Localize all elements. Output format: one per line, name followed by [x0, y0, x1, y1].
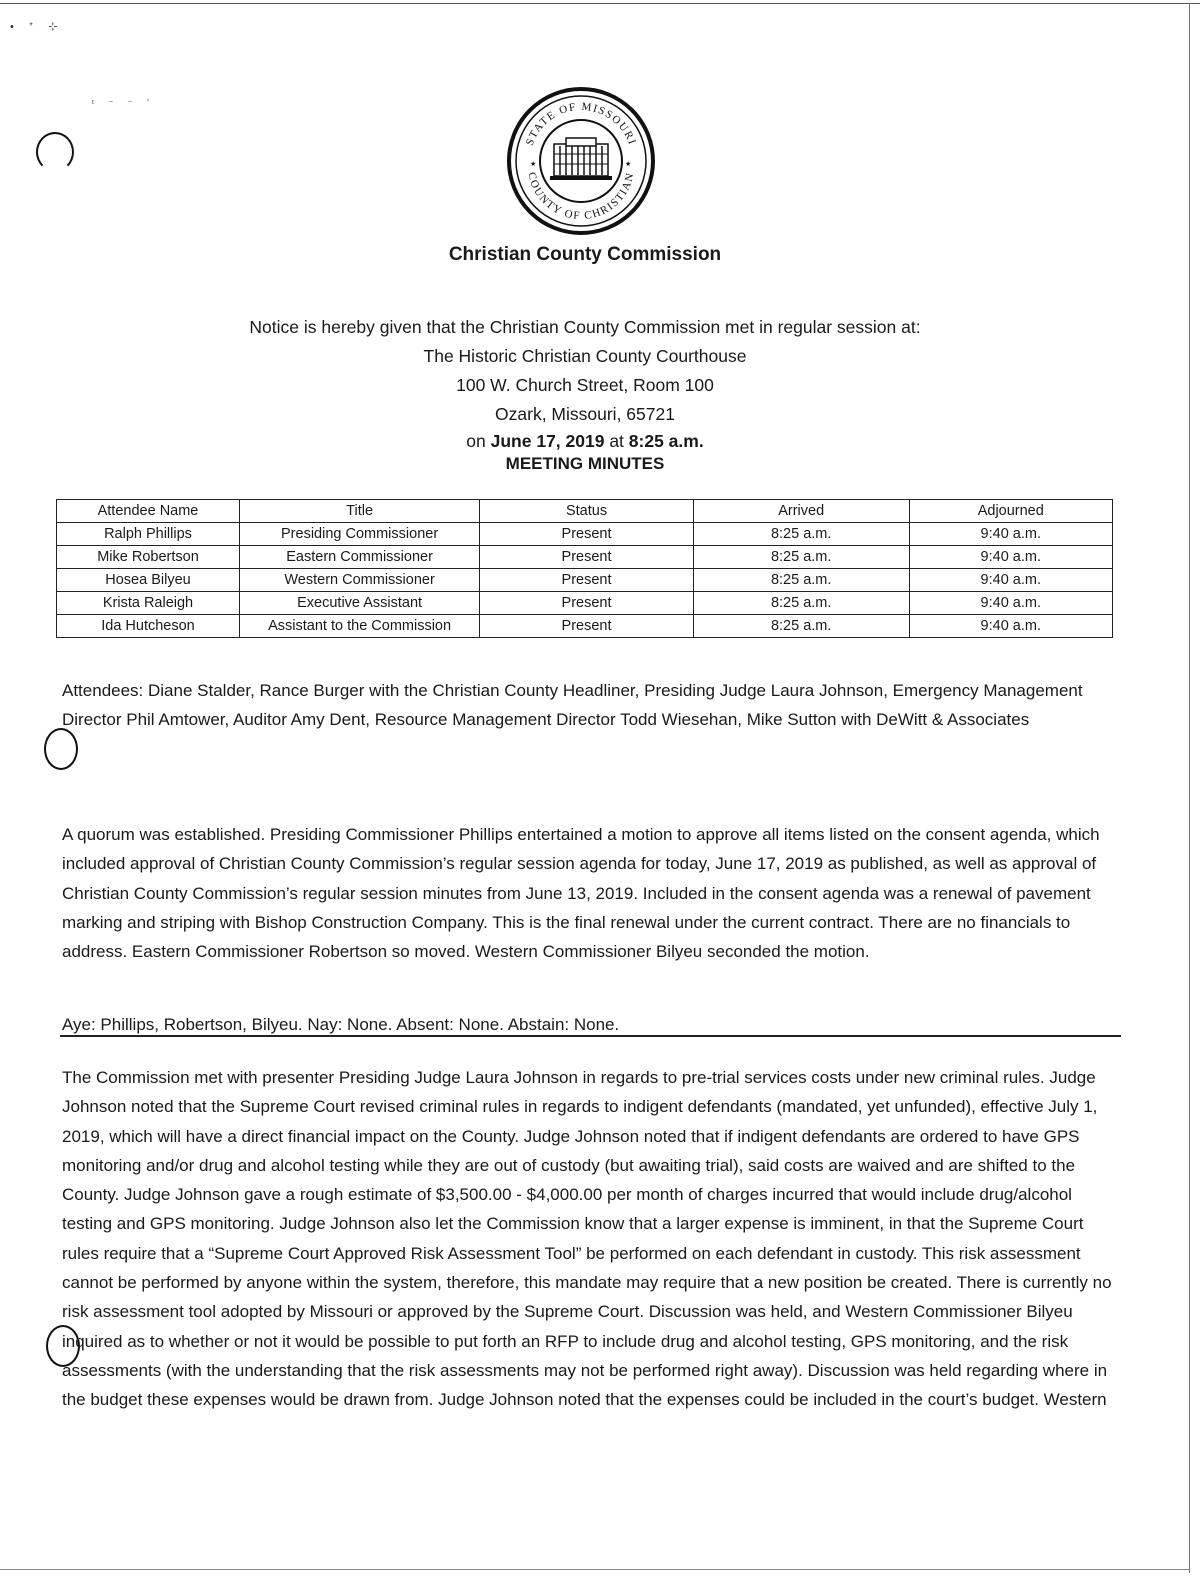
- document-title: Christian County Commission: [448, 244, 722, 265]
- table-cell: Present: [480, 569, 694, 592]
- column-header: Title: [239, 500, 479, 523]
- seal-star-icon: ★: [530, 161, 537, 168]
- table-cell: Present: [480, 523, 694, 546]
- table-cell: Present: [480, 546, 694, 569]
- table-row: [57, 523, 1113, 546]
- table-cell: Ralph Phillips: [57, 523, 240, 546]
- table-cell: 8:25 a.m.: [693, 592, 909, 615]
- column-header: Adjourned: [909, 500, 1112, 523]
- meeting-date-line: [0, 427, 1170, 456]
- table-cell: 8:25 a.m.: [693, 615, 909, 638]
- notice-line: Ozark, Missouri, 65721: [495, 404, 675, 424]
- table-cell: Assistant to the Commission: [239, 615, 479, 638]
- seal-star-icon: ★: [625, 161, 632, 168]
- scan-speck: ᵗ ⁻ ⁻ ʼ: [92, 98, 155, 108]
- notice-line: Notice is hereby given that the Christian County Commission met in regular session at:: [249, 317, 921, 337]
- table-row: [57, 615, 1113, 638]
- table-cell: Krista Raleigh: [57, 592, 240, 615]
- vote-line: Aye: Phillips, Robertson, Bilyeu. Nay: None. Absent: None. Abstain: None.: [62, 1015, 620, 1034]
- scan-edge-top: [0, 3, 1200, 4]
- pretrial-services-paragraph: The Commission met with presenter Presiding Judge Laura Johnson in regards to pre-trial services costs under new criminal rules. Judge Johnson noted that the Supreme Court revised criminal rules in regards to indigent defendants (mandated, yet unfunded), effective July 1, 2019, which will have a direct financial impact on the County. Judge Johnson noted that if indigent defendants are ordered to have GPS monitoring and/or drug and alcohol testing while they are out of custody (but awaiting trial), said costs are waived and are shifted to the County. Judge Johnson gave a rough estimate of $3,500.00 - $4,000.00 per month of charges incurred that would include drug/alcohol testing and GPS monitoring. Judge Johnson also let the Commission know that a larger expense is imminent, in that the Supreme Court rules require that a “Supreme Court Approved Risk Assessment Tool” be performed on each defendant in custody. This risk assessment cannot be performed by anyone within the system, therefore, this mandate may require that a new position be created. There is currently no risk assessment tool adopted by Missouri or approved by the Supreme Court. Discussion was held, and Western Commissioner Bilyeu inquired as to whether or not it would be possible to put forth an RFP to include drug and alcohol testing, GPS monitoring, and the risk assessments (with the understanding that the risk assessments may not be performed right away). Discussion was held regarding where in the budget these expenses would be drawn from. Judge Johnson noted that the expenses could be included in the court’s budget. Western: [62, 1068, 1112, 1410]
- meeting-date: June 17, 2019: [490, 431, 605, 451]
- table-cell: Western Commissioner: [239, 569, 479, 592]
- attendees-paragraph: Attendees: Diane Stalder, Rance Burger with the Christian County Headliner, Presiding Judge Laura Johnson, Emergency Management Director Phil Amtower, Auditor Amy Dent, Resource Management Director Todd Wiesehan, Mike Sutton with DeWitt & Associates: [62, 681, 1083, 730]
- column-header: Attendee Name: [57, 500, 240, 523]
- table-cell: Hosea Bilyeu: [57, 569, 240, 592]
- table-cell: 9:40 a.m.: [909, 569, 1112, 592]
- table-cell: 9:40 a.m.: [909, 592, 1112, 615]
- table-cell: 8:25 a.m.: [693, 569, 909, 592]
- table-cell: Present: [480, 592, 694, 615]
- table-cell: 9:40 a.m.: [909, 615, 1112, 638]
- section-divider: [60, 1035, 1121, 1037]
- notice-line: 100 W. Church Street, Room 100: [456, 375, 714, 395]
- table-cell: Executive Assistant: [239, 592, 479, 615]
- table-row: [57, 569, 1113, 592]
- column-header: Arrived: [693, 500, 909, 523]
- table-cell: 9:40 a.m.: [909, 546, 1112, 569]
- date-prefix: on: [466, 431, 491, 451]
- table-header-row: [57, 500, 1113, 523]
- notice-line: The Historic Christian County Courthouse: [423, 346, 747, 366]
- punch-hole-mark: [36, 132, 74, 172]
- meeting-minutes-heading: MEETING MINUTES: [505, 454, 665, 473]
- table-cell: Present: [480, 615, 694, 638]
- table-cell: 9:40 a.m.: [909, 523, 1112, 546]
- table-cell: 8:25 a.m.: [693, 546, 909, 569]
- column-header: Status: [480, 500, 694, 523]
- courthouse-icon: [550, 138, 612, 180]
- scan-edge-right: [1189, 3, 1190, 1573]
- meeting-time: 8:25 a.m.: [628, 431, 704, 451]
- scan-edge-bottom: [0, 1569, 1190, 1570]
- table-cell: Mike Robertson: [57, 546, 240, 569]
- quorum-paragraph: A quorum was established. Presiding Commissioner Phillips entertained a motion to approve all items listed on the consent agenda, which included approval of Christian County Commission’s regular session agenda for today, June 17, 2019 as published, as well as approval of Christian County Commission’s regular session minutes from June 13, 2019. Included in the consent agenda was a renewal of pavement marking and striping with Bishop Construction Company. This is the final renewal under the current contract. There are no financials to address. Eastern Commissioner Robertson so moved. Western Commissioner Bilyeu seconded the motion.: [62, 825, 1100, 962]
- table-cell: Presiding Commissioner: [239, 523, 479, 546]
- table-row: [57, 592, 1113, 615]
- table-row: [57, 546, 1113, 569]
- table-cell: Eastern Commissioner: [239, 546, 479, 569]
- scan-speck: • ᐩ ⊹: [10, 21, 64, 33]
- county-seal: [506, 86, 656, 236]
- table-cell: 8:25 a.m.: [693, 523, 909, 546]
- date-middle: at: [604, 431, 629, 451]
- table-cell: Ida Hutcheson: [57, 615, 240, 638]
- attendance-table: [56, 499, 1113, 638]
- seal-text-bottom: COUNTY OF CHRISTIAN: [525, 170, 637, 223]
- seal-text-top: STATE OF MISSOURI: [523, 100, 639, 148]
